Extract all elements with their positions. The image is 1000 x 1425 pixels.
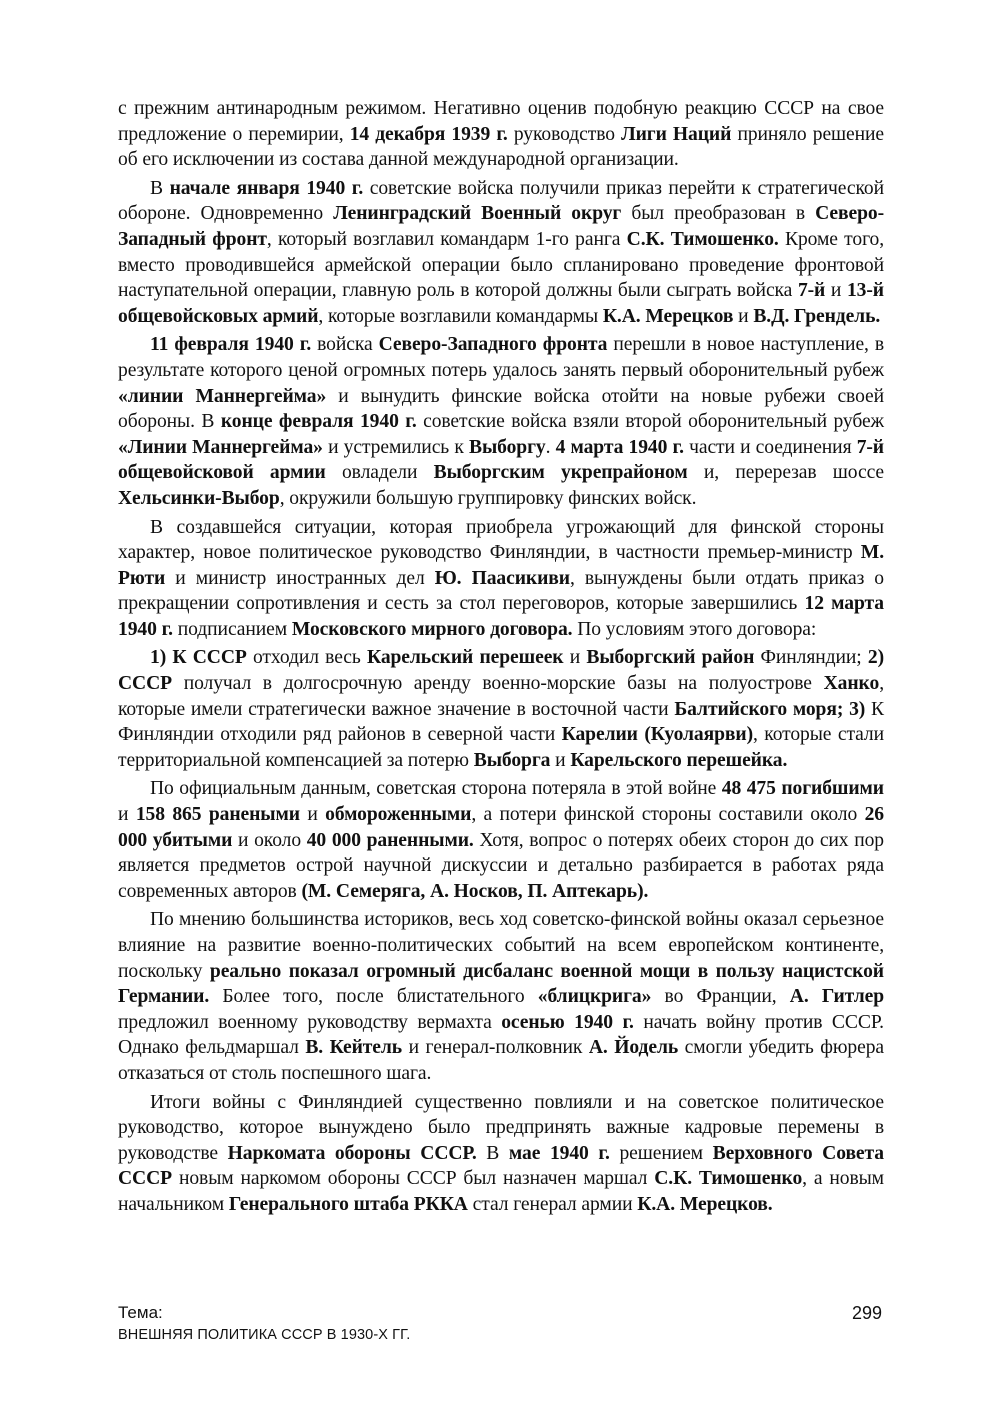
text-run: По официальным данным, советская сторона потеряла в этой войне [150, 778, 722, 800]
text-run: и вынудить финские войска отойти на новые рубежи своей обороны. В [118, 385, 884, 433]
footer-topic-label: Тема: [118, 1303, 163, 1322]
bold-text: В. Кейтель [305, 1037, 403, 1059]
text-run: и [825, 280, 847, 302]
bold-text: 7-й общевойсковой армии [118, 436, 884, 484]
bold-text: Верховного Совета СССР [118, 1142, 884, 1190]
bold-text: С.К. Тимошенко. [626, 228, 779, 250]
text-run: и около [232, 829, 307, 851]
footer-topic-title: ВНЕШНЯЯ ПОЛИТИКА СССР В 1930-Х ГГ. [118, 1327, 411, 1343]
bold-text: 2) СССР [118, 647, 884, 695]
paragraph [118, 776, 884, 904]
paragraph [118, 1090, 884, 1218]
text-run: В создавшейся ситуации, которая приобрела угрожающий для финской стороны характер, новое политическое руководство Финляндии, в частности премьер-министр [118, 516, 884, 564]
text-run: и устремились к [322, 436, 469, 458]
paragraph [118, 96, 884, 173]
bold-text: 1) [150, 647, 167, 669]
text-run: Более того, после блистательного [209, 986, 538, 1008]
bold-text: А. Йодель [588, 1037, 679, 1059]
bold-text: Ханко [823, 673, 880, 695]
text-run: войска [311, 334, 379, 356]
bold-text: 40 000 раненными. [306, 829, 474, 851]
bold-text: 158 865 ранеными [135, 804, 300, 826]
text-run: и [299, 804, 326, 826]
text-run: начать войну против СССР. Однако фельдмаршал [118, 1011, 884, 1059]
text-run: и [733, 305, 754, 327]
bold-text: Лиги Наций [621, 123, 732, 145]
bold-text: конце февраля 1940 г. [220, 411, 417, 433]
bold-text: 14 декабря 1939 г. [349, 123, 508, 145]
text-run: , а новым начальником [118, 1168, 884, 1215]
text-run: В [150, 177, 170, 199]
bold-text: 11 февраля 1940 г. [150, 334, 312, 356]
text-run: части и соединения [683, 436, 857, 458]
text-run: советские войска взяли второй оборонительный рубеж [416, 411, 884, 433]
paragraph [118, 645, 884, 773]
text-run: Кроме того, вместо проводившейся армейской операции было спланировано проведение фронтовой наступательной операции, главную роль в которой должны были сыграть войска [118, 228, 885, 302]
bold-text: Карельского перешейка. [570, 749, 788, 771]
bold-text: Северо-Западный фронт [118, 203, 885, 250]
text-run: перешли в новое наступление, в результате которого ценой огромных потерь удалось занять первый оборонительный рубеж [118, 334, 885, 381]
text-run: , которые возглавили командармы [318, 305, 603, 327]
text-run: . [545, 436, 556, 458]
bold-text: Хельсинки-Выбор [118, 487, 280, 509]
text-run: К Финляндии отходили ряд районов в северной части [118, 698, 884, 746]
bold-text: Выборга [473, 749, 551, 771]
bold-text: начале января 1940 г. [169, 177, 364, 199]
text-run: и, перерезав шоссе [687, 462, 884, 484]
text-run: во Франции, [651, 986, 790, 1008]
bold-text: мае 1940 г. [508, 1142, 610, 1164]
text-run: подписанием [172, 618, 292, 640]
text-run: предложил военному руководству вермахта [118, 1011, 502, 1033]
text-run: отходил весь [246, 647, 367, 669]
text-run: с прежним антинародным режимом. Негативно оценив подобную реакцию СССР на свое предложение о перемирии, [118, 98, 884, 145]
bold-text: А. Гитлер [789, 986, 885, 1008]
bold-text: «Линии Маннергейма» [118, 436, 323, 458]
bold-text: Генерального штаба РККА [228, 1193, 468, 1215]
text-run: Финляндии; [754, 647, 868, 669]
text-run: В [476, 1142, 509, 1164]
text-run: , который возглавил командарм 1-го ранга [266, 228, 627, 250]
bold-text: Карелии (Куолаярви) [561, 724, 753, 746]
text-run: , которые имели стратегически важное значение в восточной части [118, 673, 884, 720]
bold-text: 7-й [797, 280, 826, 302]
text-run: и [550, 749, 571, 771]
paragraph [118, 515, 884, 643]
paragraph [118, 907, 884, 1086]
text-run: руководство [507, 123, 622, 145]
text-run: получал в долгосрочную аренду военно-морские базы на полуострове [172, 673, 824, 695]
bold-text: Балтийского моря; 3) [674, 698, 866, 720]
text-run: приняло решение об его исключении из состава данной международной организации. [118, 123, 884, 171]
bold-text: 26 000 убитыми [118, 804, 885, 851]
text-run: советские войска получили приказ перейти к стратегической обороне. Одновременно [118, 177, 884, 225]
text-run: и [563, 647, 587, 669]
bold-text: 4 марта 1940 г. [555, 436, 684, 458]
bold-text: реально показал огромный дисбаланс военной мощи в пользу нацистской Германии. [118, 960, 884, 1008]
text-run: и генерал-полковник [402, 1037, 589, 1059]
bold-text: С.К. Тимошенко [654, 1168, 803, 1190]
text-run: , а потери финской стороны составили около [471, 804, 865, 826]
bold-text: Ю. Паасикиви [434, 567, 570, 589]
bold-text: Выборгским укрепрайоном [433, 462, 688, 484]
bold-text: Выборгский район [586, 647, 755, 669]
text-run: , которые стали территориальной компенсацией за потерю [118, 724, 884, 771]
paragraph [118, 176, 884, 330]
bold-text: «блицкрига» [537, 986, 652, 1008]
bold-text: Карельский перешеек [366, 647, 564, 669]
bold-text: К СССР [172, 647, 247, 669]
text-run: решением [609, 1142, 713, 1164]
bold-text: «линии Маннергейма» [118, 385, 327, 407]
bold-text: Наркомата обороны СССР. [227, 1142, 477, 1164]
text-run: стал генерал армии [467, 1193, 638, 1215]
bold-text: К.А. Мерецков [602, 305, 734, 327]
bold-text: Северо-Западного фронта [378, 334, 608, 356]
bold-text: 13-й общевойсковых армий [118, 280, 884, 327]
text-run: Хотя, вопрос о потерях обеих сторон до сих пор является предметов острой научной дискуссии и детально разбирается в работах ряда современных авторов [118, 829, 884, 902]
bold-text: Выборгу [468, 436, 546, 458]
text-run: смогли убедить фюрера отказаться от столь поспешного шага. [118, 1037, 884, 1084]
bold-text: К.А. Мерецков. [637, 1193, 773, 1215]
body-text [118, 96, 884, 1221]
bold-text: Ленинградский Военный округ [333, 203, 622, 225]
bold-text: осенью 1940 г. [501, 1011, 634, 1033]
text-run: и [118, 804, 136, 826]
text-run: и министр иностранных дел [165, 567, 435, 589]
bold-text: М. Рюти [118, 542, 884, 589]
text-run: , окружили большую группировку финских войск. [279, 487, 697, 509]
text-run: был преобразован в [621, 203, 816, 225]
bold-text: 48 475 погибшими [721, 778, 884, 800]
text-run: , вынуждены были отдать приказ о прекращении сопротивления и сесть за стол переговоров, которые завершились [118, 567, 884, 615]
paragraph [118, 332, 884, 511]
bold-text: (М. Семеряга, А. Носков, П. Аптекарь). [301, 880, 649, 902]
bold-text: Московского мирного договора. [291, 618, 573, 640]
page-footer [118, 1303, 884, 1363]
text-run: овладели [325, 462, 434, 484]
text-run: новым наркомом обороны СССР был назначен маршал [172, 1168, 655, 1190]
text-run: Итоги войны с Финляндией существенно повлияли и на советское политическое руководство, которое вынуждено было предпринять важные кадровые перемены в руководстве [118, 1091, 884, 1164]
bold-text: обмороженными [325, 804, 472, 826]
text-run: По условиям этого договора: [572, 618, 817, 640]
bold-text: В.Д. Грендель. [753, 305, 881, 327]
bold-text: 12 марта 1940 г. [118, 593, 884, 640]
text-run: По мнению большинства историков, весь ход советско-финской войны оказал серьезное влияние на развитие военно-политических событий на всем европейском континенте, поскольку [118, 909, 884, 982]
page-number: 299 [851, 1303, 882, 1323]
